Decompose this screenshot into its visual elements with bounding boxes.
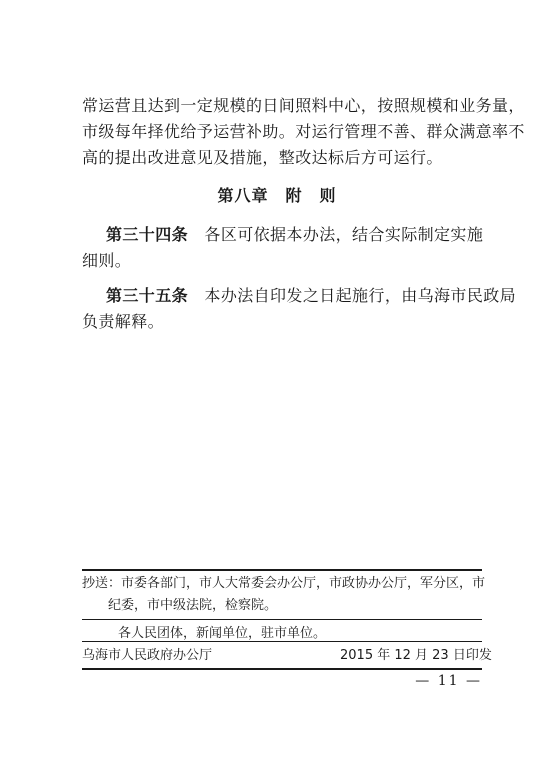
- cc-line: 抄送：市委各部门，市人大常委会办公厅，市政协办公厅，军分区，市: [82, 576, 486, 591]
- issue-date: 2015 年 12 月 23 日印发: [340, 648, 492, 663]
- footer-mid-rule: [82, 619, 482, 620]
- article-text: 各区可依据本办法，结合实际制定实施: [204, 225, 484, 244]
- text-line: [82, 222, 482, 248]
- text-line: 负责解释。: [82, 312, 165, 331]
- footer-rule: [82, 641, 482, 642]
- footer-bottom-rule: [82, 668, 482, 670]
- text-line: [82, 283, 517, 309]
- article-35: [82, 283, 517, 335]
- text-line: 市级每年择优给予运营补助。对运行管理不善、群众满意率不: [82, 122, 525, 141]
- cc-list: [82, 573, 485, 617]
- article-text: 本办法自印发之日起施行，由乌海市民政局: [204, 286, 517, 305]
- footer-top-rule: [82, 569, 482, 571]
- paragraph-continuation: [82, 93, 525, 171]
- cc-label: 抄送：: [82, 576, 122, 591]
- text-line: 细则。: [82, 251, 132, 270]
- page-number: — 11 —: [415, 673, 482, 689]
- text-line: 常运营且达到一定规模的日间照料中心，按照规模和业务量，: [82, 96, 525, 115]
- chapter-heading: 第八章 附 则: [217, 186, 337, 205]
- article-34: [82, 222, 482, 274]
- article-label: 第三十五条: [106, 286, 189, 305]
- text-line: 高的提出改进意见及措施，整改达标后方可运行。: [82, 148, 443, 167]
- cc-line: 纪委，市中级法院，检察院。: [108, 598, 278, 613]
- article-label: 第三十四条: [106, 225, 189, 244]
- cc-line: 各人民团体，新闻单位，驻市单位。: [118, 626, 327, 641]
- issuer: 乌海市人民政府办公厅: [82, 648, 213, 663]
